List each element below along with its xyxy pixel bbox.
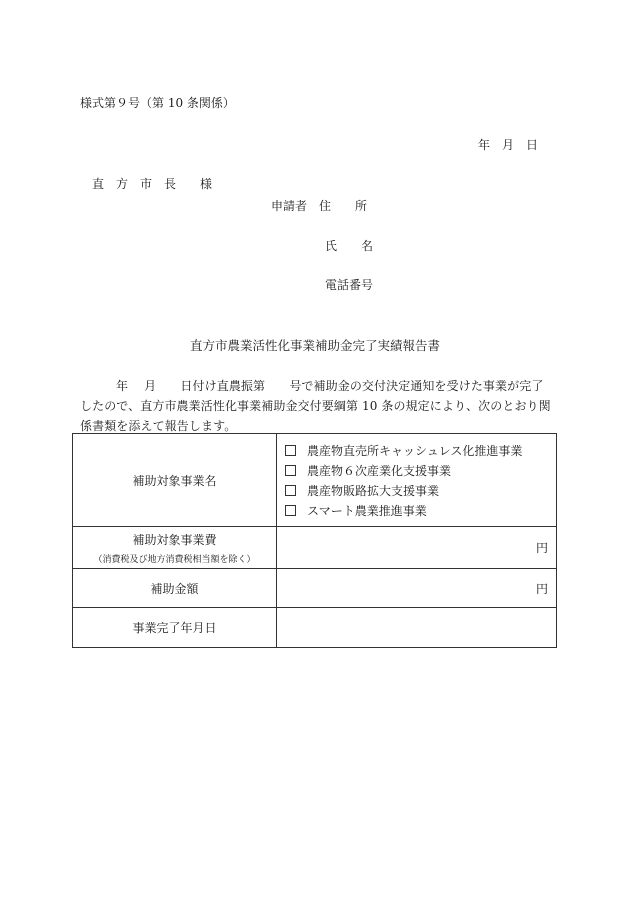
project-cost-title: 補助対象事業費 bbox=[132, 532, 217, 547]
choice-label: 農産物６次産業化支援事業 bbox=[307, 463, 452, 478]
project-name-label: 補助対象事業名 bbox=[73, 434, 277, 527]
body-line-3: 係書類を添えて報告します。 bbox=[80, 419, 237, 433]
table-row bbox=[73, 527, 557, 569]
checkbox-icon[interactable] bbox=[285, 505, 296, 516]
body-line-1: 年 月 日付け直農振第 号で補助金の交付決定通知を受けた事業が完了 bbox=[116, 379, 544, 393]
date-line: 年 月 日 bbox=[478, 138, 539, 152]
project-cost-label bbox=[73, 527, 277, 569]
applicant-phone-label: 電話番号 bbox=[325, 278, 374, 292]
report-table bbox=[72, 433, 557, 648]
applicant-name-label: 氏 名 bbox=[325, 239, 374, 253]
choice-label: スマート農業推進事業 bbox=[307, 503, 427, 518]
completion-date-field[interactable] bbox=[277, 608, 557, 648]
yen-unit: 円 bbox=[535, 581, 548, 596]
yen-unit: 円 bbox=[535, 541, 548, 555]
choice-smart-agriculture[interactable] bbox=[285, 500, 556, 520]
table-row bbox=[73, 608, 557, 648]
body-paragraph bbox=[80, 376, 555, 436]
table-row bbox=[73, 434, 557, 527]
table-row bbox=[73, 569, 557, 608]
applicant-address-label: 申請者 住 所 bbox=[271, 199, 368, 213]
choice-sixth-industry[interactable] bbox=[285, 460, 556, 480]
form-number: 様式第９号（第 10 条関係） bbox=[80, 96, 235, 110]
project-cost-field[interactable] bbox=[277, 527, 557, 569]
body-line-2: したので、直方市農業活性化事業補助金交付要綱第 10 条の規定により、次のとおり関 bbox=[80, 399, 551, 413]
choice-cashless[interactable] bbox=[285, 440, 556, 460]
project-cost-note: （消費税及び地方消費税相当額を除く） bbox=[93, 554, 256, 565]
choice-label: 農産物直売所キャッシュレス化推進事業 bbox=[307, 443, 523, 458]
checkbox-icon[interactable] bbox=[285, 465, 296, 476]
checkbox-icon[interactable] bbox=[285, 485, 296, 496]
addressee: 直 方 市 長 様 bbox=[92, 177, 213, 191]
completion-date-label: 事業完了年月日 bbox=[73, 608, 277, 648]
subsidy-amount-field[interactable] bbox=[277, 569, 557, 608]
choice-label: 農産物販路拡大支援事業 bbox=[307, 483, 440, 498]
project-choices bbox=[277, 434, 557, 527]
choice-market-expansion[interactable] bbox=[285, 480, 556, 500]
document-title: 直方市農業活性化事業補助金完了実績報告書 bbox=[189, 338, 440, 353]
checkbox-icon[interactable] bbox=[285, 445, 296, 456]
subsidy-amount-label: 補助金額 bbox=[73, 569, 277, 608]
